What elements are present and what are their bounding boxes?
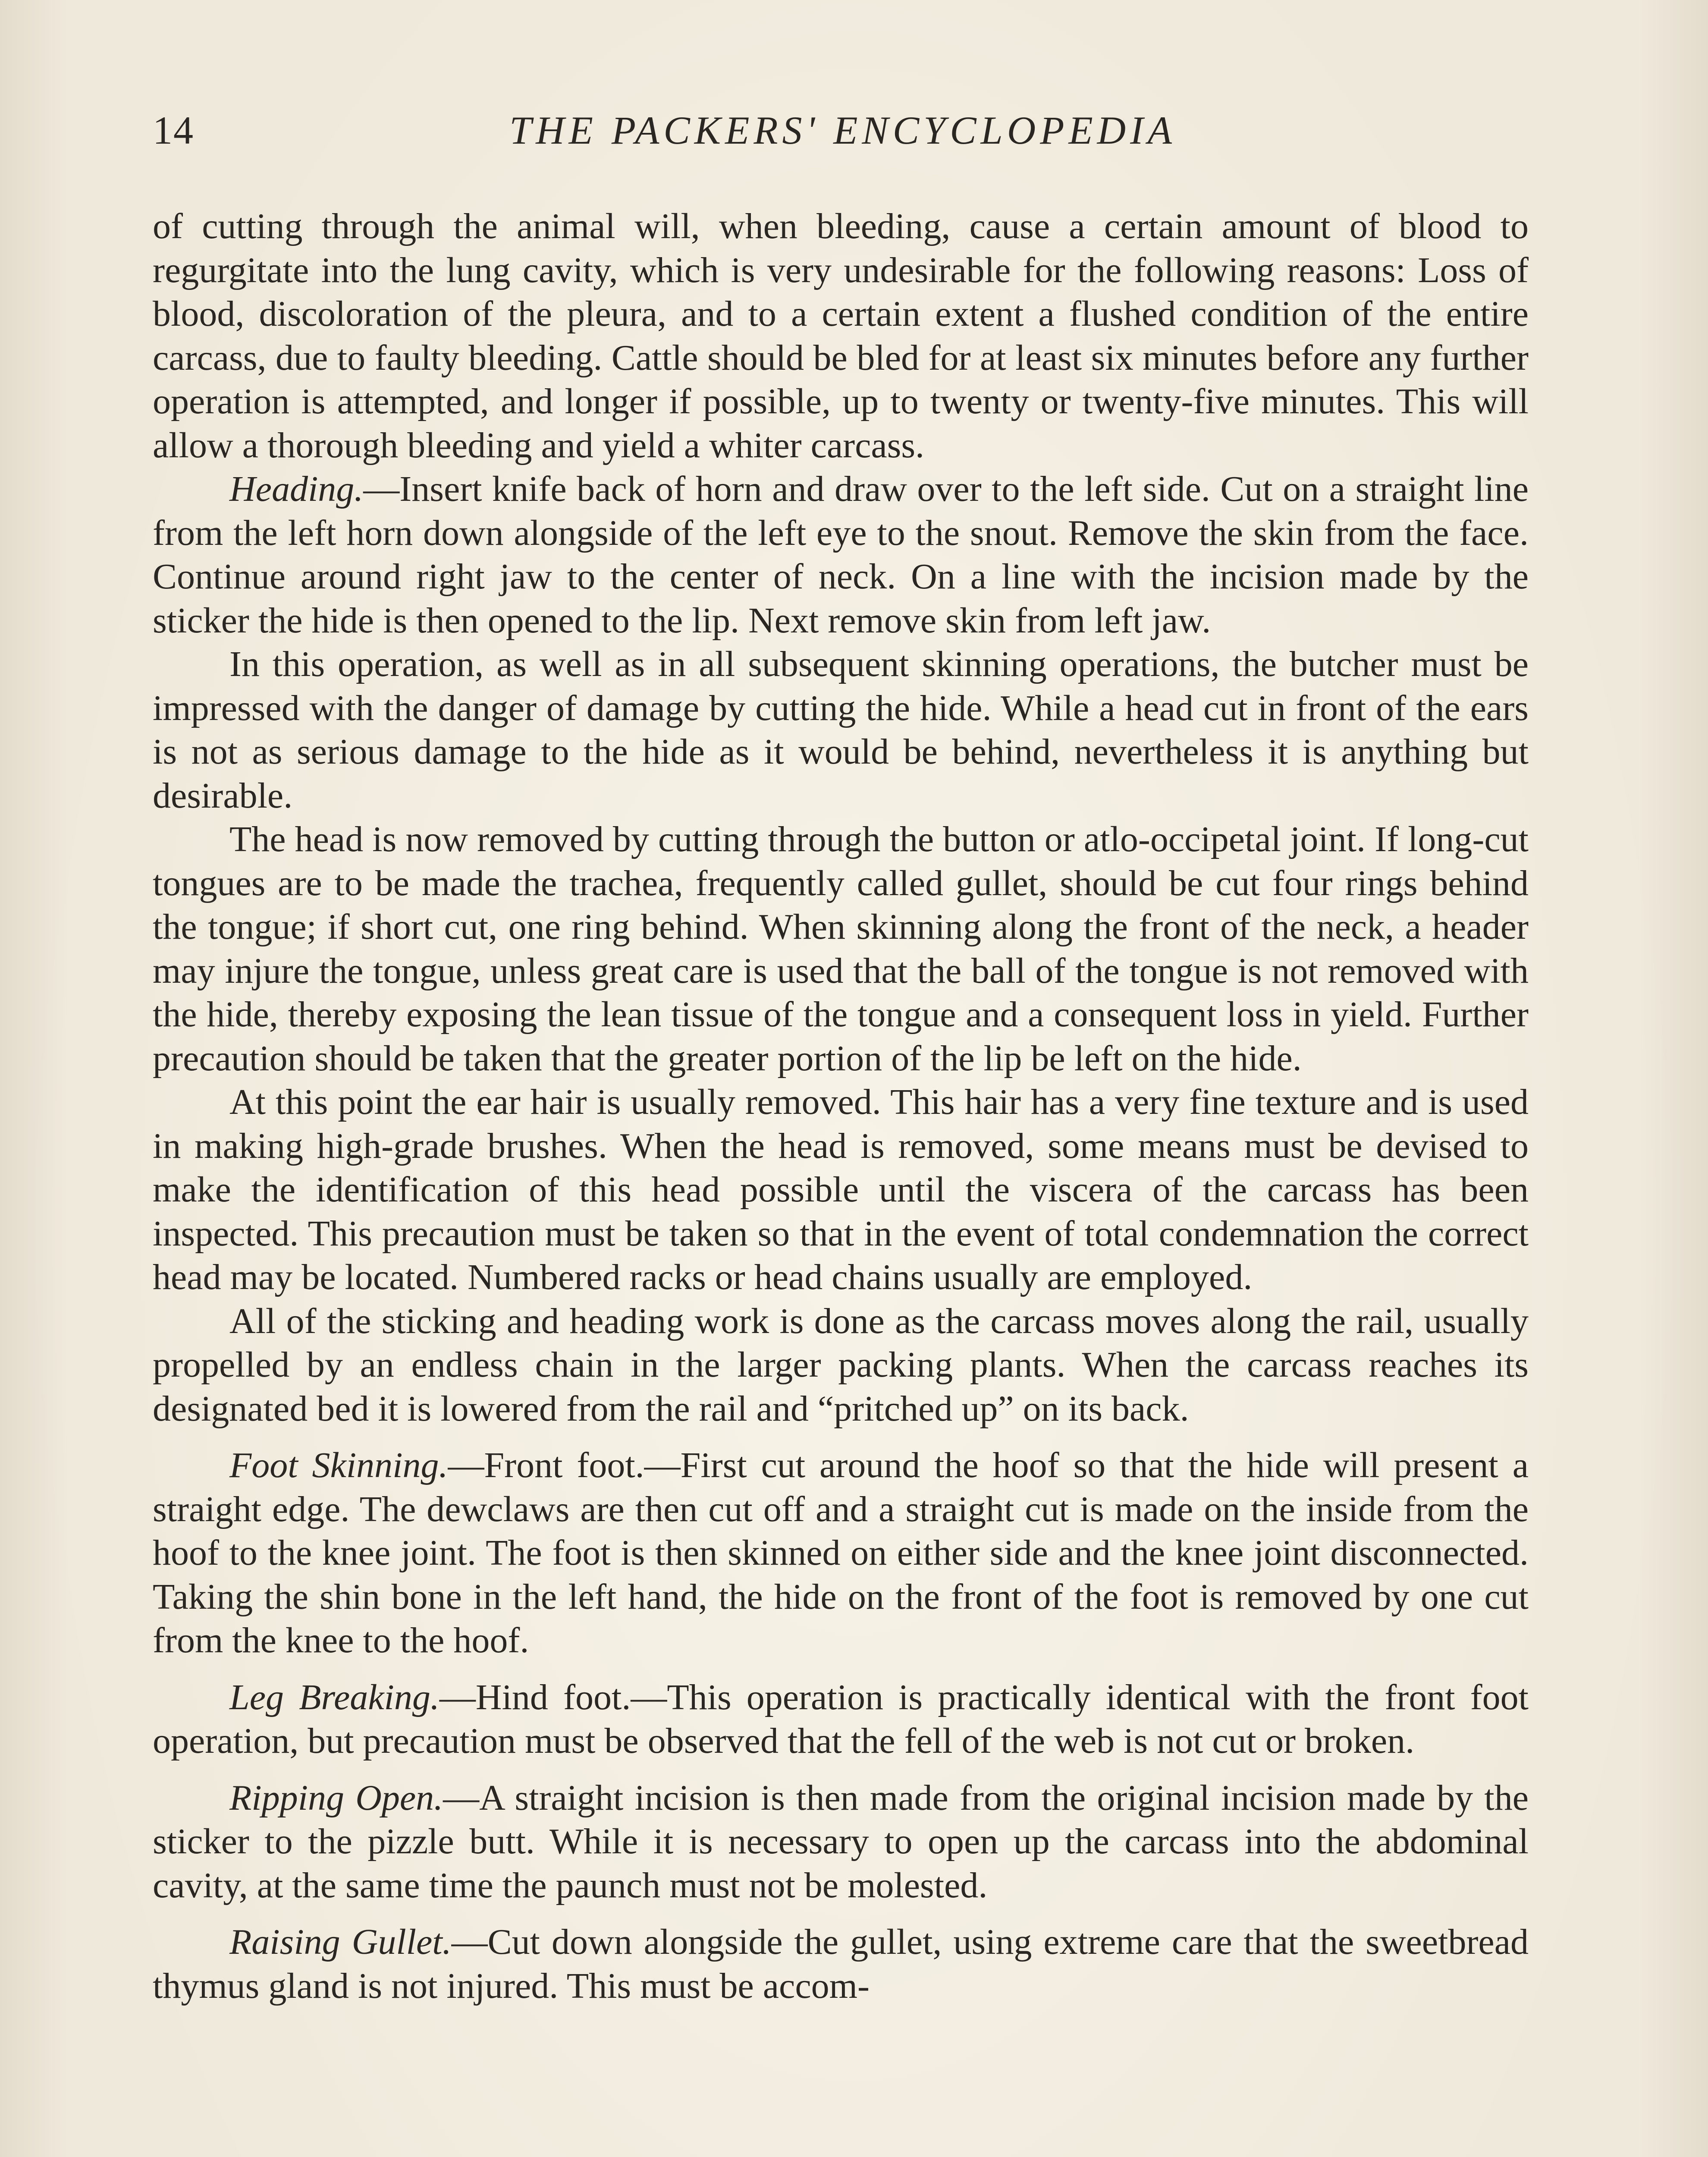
paragraph xyxy=(153,1299,1529,1431)
paragraph-leg-breaking xyxy=(153,1676,1529,1763)
paragraph-foot-skinning xyxy=(153,1443,1529,1663)
paragraph-text: —Insert knife back of horn and draw over to the left side. Cut on a straight line from the left horn down alongside of the left eye to the snout. Remove the skin from the face. Continue around right jaw to the center of neck. On a line with the incision made by the sticker the hide is then opened to the lip. Next remove skin from left jaw. xyxy=(153,469,1529,641)
paragraph-text: —Hind foot.—This operation is practically identical with the front foot operation, but precaution must be observed that the fell of the web is not cut or broken. xyxy=(153,1677,1529,1761)
paragraph-text: The head is now removed by cutting through the button or atlo-occipetal joint. If long-cut tongues are to be made the trachea, frequently called gullet, should be cut four rings behind the tongue; if short cut, one ring behind. When skinning along the front of the neck, a header may injure the tongue, unless great care is used that the ball of the tongue is not removed with the hide, thereby exposing the lean tissue of the tongue and a consequent loss in yield. Further precaution should be taken that the greater portion of the lip be left on the hide. xyxy=(153,819,1529,1078)
paragraph-heading xyxy=(153,467,1529,642)
run-in-heading: Raising Gullet. xyxy=(229,1922,452,1962)
paragraph xyxy=(153,1080,1529,1299)
paragraph-text: —A straight incision is then made from the original incision made by the sticker to the pizzle butt. While it is necessary to open up the carcass into the abdominal cavity, at the same time the paunch must not be molested. xyxy=(153,1777,1529,1905)
run-in-heading: Foot Skinning. xyxy=(229,1445,448,1485)
body-text xyxy=(153,204,1529,2008)
paragraph-ripping-open xyxy=(153,1776,1529,1908)
paragraph xyxy=(153,642,1529,818)
paragraph-text: All of the sticking and heading work is done as the carcass moves along the rail, usually propelled by an endless chain in the larger packing plants. When the carcass reaches its designated bed it is lowered from the rail and “pritched up” on its back. xyxy=(153,1301,1529,1429)
run-in-heading: Heading. xyxy=(229,469,364,509)
paragraph xyxy=(153,818,1529,1080)
page-number: 14 xyxy=(153,108,194,152)
paragraph-continued xyxy=(153,204,1529,467)
running-head: THE PACKERS' ENCYCLOPEDIA xyxy=(509,108,1176,152)
paragraph-raising-gullet xyxy=(153,1920,1529,2008)
paragraph-text: In this operation, as well as in all subsequent skinning operations, the butcher must be impressed with the danger of damage by cutting the hide. While a head cut in front of the ears is not as serious damage to the hide as it would be behind, nevertheless it is anything but desirable. xyxy=(153,644,1529,816)
paragraph-text: of cutting through the animal will, when bleeding, cause a certain amount of blood to regurgitate into the lung cavity, which is very undesirable for the following reasons: Loss of blood, discoloration of the pleura, and to a certain extent a flushed condition of the entire carcass, due to faulty bleeding. Cattle should be bled for at least six minutes before any further operation is attempted, and longer if possible, up to twenty or twenty-five minutes. This will allow a thorough bleeding and yield a whiter carcass. xyxy=(153,206,1529,465)
paragraph-text: —Front foot.—First cut around the hoof so that the hide will present a straight edge. The dewclaws are then cut off and a straight cut is made on the inside from the hoof to the knee joint. The foot is then skinned on either side and the knee joint disconnected. Taking the shin bone in the left hand, the hide on the front of the foot is removed by one cut from the knee to the hoof. xyxy=(153,1445,1529,1660)
run-in-heading: Ripping Open. xyxy=(229,1777,443,1818)
paragraph-text: —Cut down alongside the gullet, using extreme care that the sweetbread thymus gland is not injured. This must be accom- xyxy=(153,1922,1529,2006)
page-header xyxy=(153,104,1533,156)
paragraph-text: At this point the ear hair is usually removed. This hair has a very fine texture and is used in making high-grade brushes. When the head is removed, some means must be devised to make the identification of this head possible until the viscera of the carcass has been inspected. This precaution must be taken so that in the event of total condemnation the correct head may be located. Numbered racks or head chains usually are employed. xyxy=(153,1082,1529,1297)
run-in-heading: Leg Breaking. xyxy=(229,1677,440,1717)
